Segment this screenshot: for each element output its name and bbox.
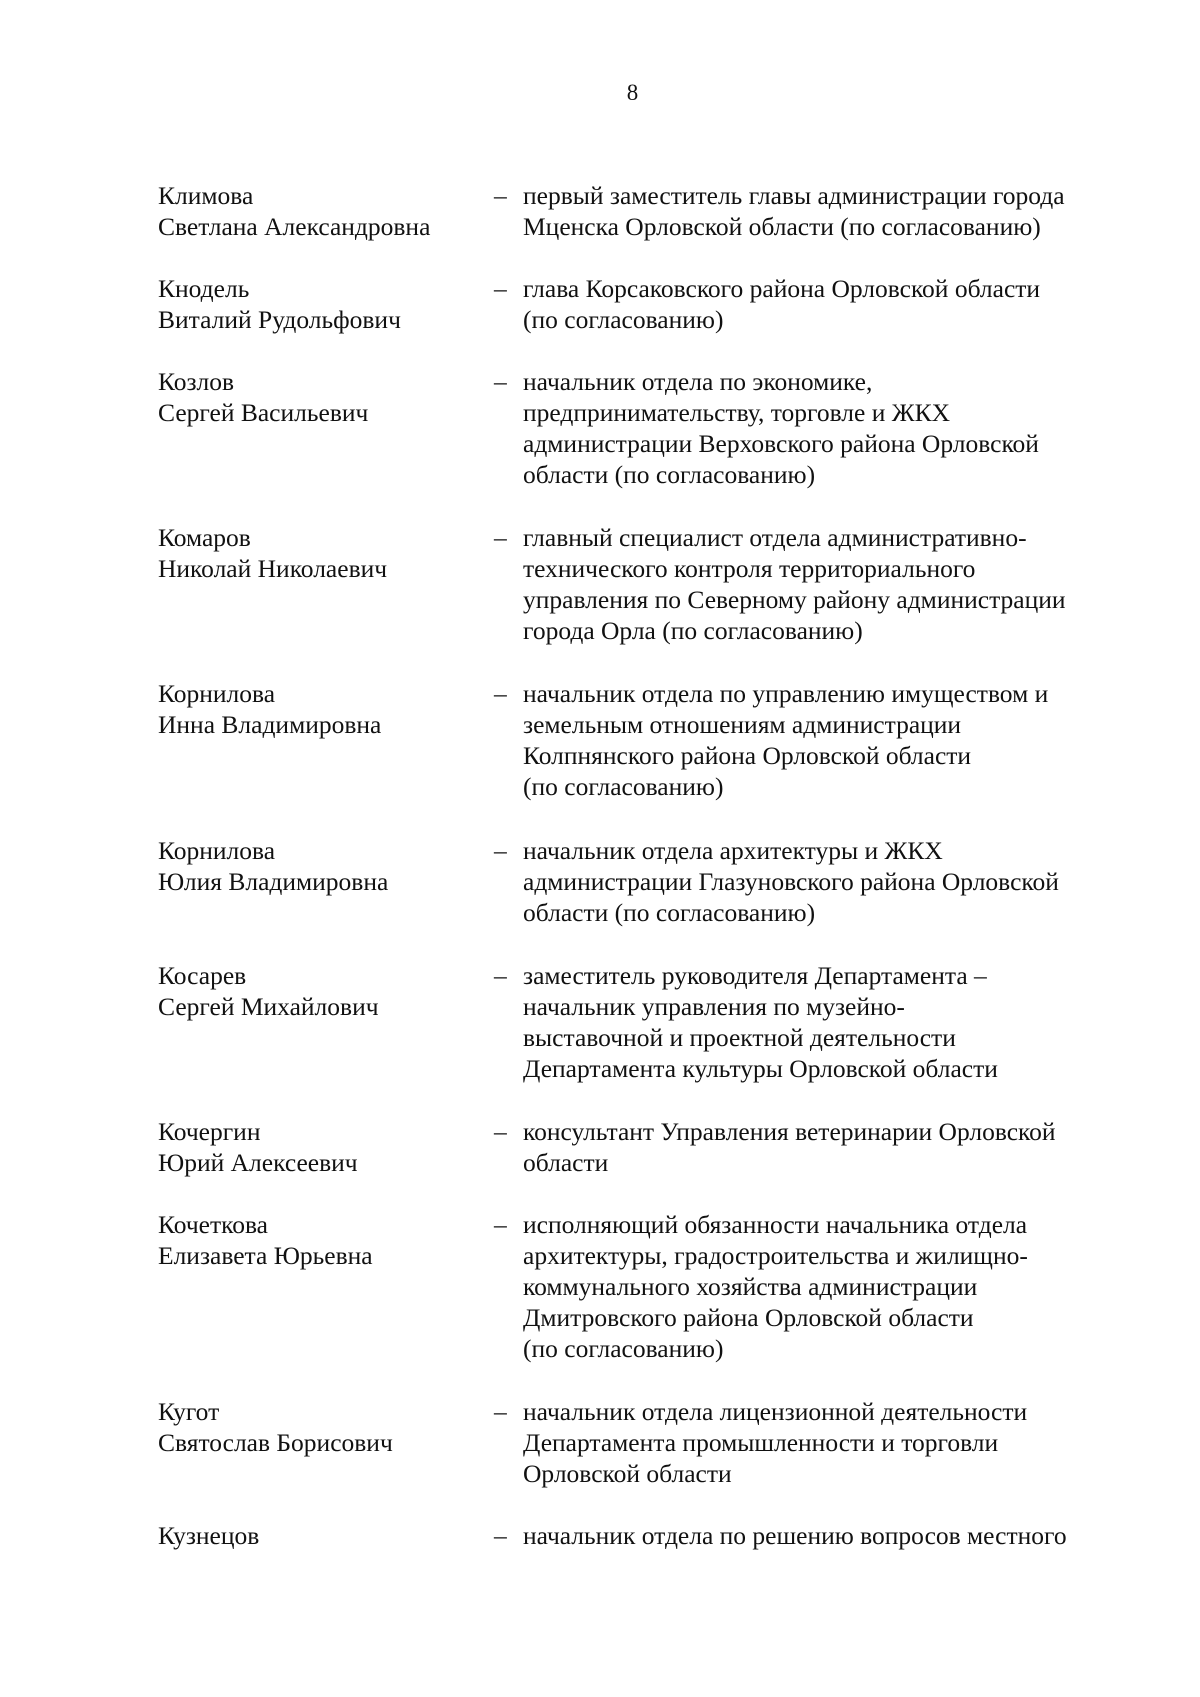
- page-number: 8: [626, 80, 639, 105]
- position-line: консультант Управления ветеринарии Орловской: [523, 1117, 1056, 1146]
- member-surname: Косарев: [158, 961, 247, 990]
- member-surname: Кочеткова: [158, 1210, 268, 1239]
- member-position: [523, 960, 1123, 1084]
- dash-separator: –: [494, 367, 507, 396]
- position-line: начальник отдела по управлению имуществом и: [523, 679, 1049, 708]
- position-line: главный специалист отдела административно-: [523, 523, 1027, 552]
- position-line: начальник отдела по решению вопросов местного: [523, 1521, 1067, 1550]
- position-line: исполняющий обязанности начальника отдела: [523, 1210, 1028, 1239]
- member-position: [523, 366, 1123, 490]
- position-line: (по согласованию): [523, 1334, 724, 1363]
- member-given-names: Юлия Владимировна: [158, 867, 389, 896]
- position-line: первый заместитель главы администрации города: [523, 181, 1065, 210]
- position-line: (по согласованию): [523, 305, 724, 334]
- dash-separator: –: [494, 181, 507, 210]
- member-position: [523, 522, 1123, 646]
- member-surname: Кнодель: [158, 274, 250, 303]
- position-line: Департамента культуры Орловской области: [523, 1054, 998, 1083]
- member-name: [158, 1396, 478, 1458]
- member-given-names: Сергей Васильевич: [158, 398, 369, 427]
- member-given-names: Святослав Борисович: [158, 1428, 393, 1457]
- member-given-names: Светлана Александровна: [158, 212, 431, 241]
- member-given-names: Сергей Михайлович: [158, 992, 379, 1021]
- position-line: начальник отдела архитектуры и ЖКХ: [523, 836, 943, 865]
- member-given-names: Виталий Рудольфович: [158, 305, 401, 334]
- member-position: [523, 180, 1123, 242]
- member-given-names: Юрий Алексеевич: [158, 1148, 358, 1177]
- position-line: архитектуры, градостроительства и жилищно-: [523, 1241, 1028, 1270]
- member-position: [523, 1396, 1123, 1489]
- position-line: Дмитровского района Орловской области: [523, 1303, 974, 1332]
- member-surname: Корнилова: [158, 679, 276, 708]
- position-line: Мценска Орловской области (по согласованию): [523, 212, 1041, 241]
- position-line: технического контроля территориального: [523, 554, 976, 583]
- position-line: земельным отношениям администрации: [523, 710, 962, 739]
- member-name: [158, 180, 478, 242]
- dash-separator: –: [494, 1521, 507, 1550]
- position-line: города Орла (по согласованию): [523, 616, 863, 645]
- member-position: [523, 835, 1123, 928]
- member-name: [158, 960, 478, 1022]
- member-name: [158, 1520, 478, 1551]
- position-line: глава Корсаковского района Орловской области: [523, 274, 1041, 303]
- position-line: заместитель руководителя Департамента –: [523, 961, 987, 990]
- position-line: Колпнянского района Орловской области: [523, 741, 972, 770]
- member-surname: Климова: [158, 181, 254, 210]
- member-name: [158, 678, 478, 740]
- member-position: [523, 1116, 1123, 1178]
- position-line: Орловской области: [523, 1459, 732, 1488]
- position-line: администрации Верховского района Орловской: [523, 429, 1039, 458]
- dash-separator: –: [494, 679, 507, 708]
- position-line: начальник отдела по экономике,: [523, 367, 873, 396]
- position-line: начальник управления по музейно-: [523, 992, 905, 1021]
- member-position: [523, 1520, 1123, 1551]
- dash-separator: –: [494, 1210, 507, 1239]
- position-line: администрации Глазуновского района Орловской: [523, 867, 1059, 896]
- position-line: (по согласованию): [523, 772, 724, 801]
- member-position: [523, 1209, 1123, 1364]
- member-surname: Комаров: [158, 523, 251, 552]
- member-given-names: Николай Николаевич: [158, 554, 388, 583]
- member-given-names: Инна Владимировна: [158, 710, 382, 739]
- member-name: [158, 522, 478, 584]
- position-line: предпринимательству, торговле и ЖКХ: [523, 398, 951, 427]
- position-line: выставочной и проектной деятельности: [523, 1023, 956, 1052]
- member-surname: Кузнецов: [158, 1521, 260, 1550]
- member-surname: Козлов: [158, 367, 235, 396]
- member-given-names: Елизавета Юрьевна: [158, 1241, 373, 1270]
- position-line: управления по Северному району администрации: [523, 585, 1066, 614]
- dash-separator: –: [494, 961, 507, 990]
- member-surname: Кочергин: [158, 1117, 261, 1146]
- member-surname: Кугот: [158, 1397, 220, 1426]
- position-line: области (по согласованию): [523, 898, 816, 927]
- position-line: Департамента промышленности и торговли: [523, 1428, 999, 1457]
- position-line: коммунального хозяйства администрации: [523, 1272, 978, 1301]
- member-surname: Корнилова: [158, 836, 276, 865]
- position-line: начальник отдела лицензионной деятельности: [523, 1397, 1028, 1426]
- member-name: [158, 273, 478, 335]
- member-name: [158, 1116, 478, 1178]
- member-position: [523, 678, 1123, 802]
- member-name: [158, 1209, 478, 1271]
- dash-separator: –: [494, 836, 507, 865]
- member-name: [158, 835, 478, 897]
- member-name: [158, 366, 478, 428]
- dash-separator: –: [494, 1117, 507, 1146]
- position-line: области (по согласованию): [523, 460, 816, 489]
- position-line: области: [523, 1148, 609, 1177]
- dash-separator: –: [494, 274, 507, 303]
- dash-separator: –: [494, 523, 507, 552]
- dash-separator: –: [494, 1397, 507, 1426]
- member-position: [523, 273, 1123, 335]
